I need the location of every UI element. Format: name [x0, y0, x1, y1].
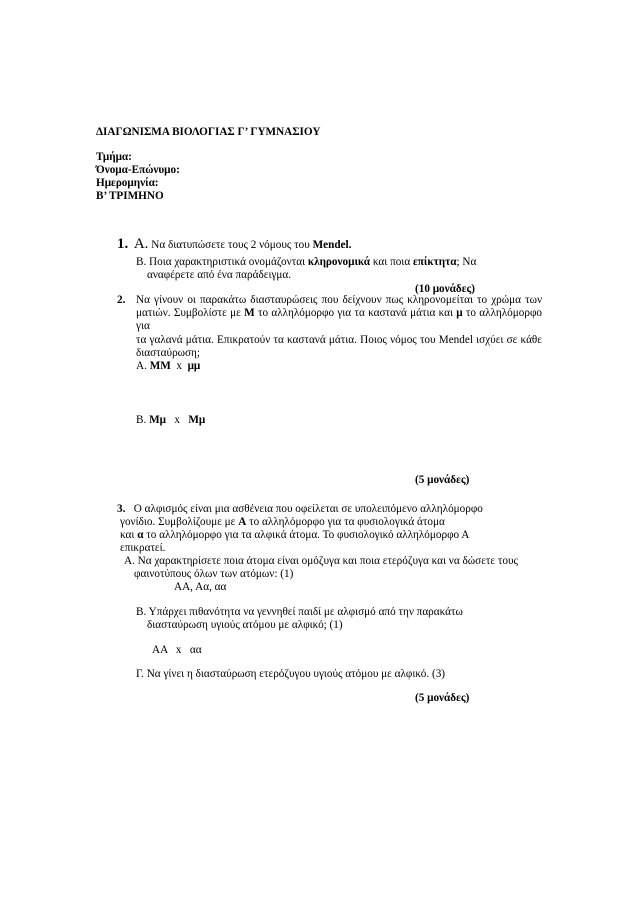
question-3-line-1-text: Ο αλφισμός είναι μια ασθένεια που οφείλεται σε υπολειπόμενο αλληλόμορφο — [133, 503, 483, 515]
question-1-number: 1. — [117, 236, 129, 252]
question-3-part-c: Γ. Να γίνει η διασταύρωση ετερόζυγου υγιούς ατόμου με αλφικό. (3) — [136, 668, 446, 680]
question-3-number: 3. — [117, 503, 126, 515]
question-3-line-2-b: το αλληλόμορφο για τα φυσιολογικά άτομα — [246, 516, 445, 528]
question-3-line-3 — [120, 529, 469, 542]
question-1-b-text-3: ; Να — [456, 256, 477, 268]
question-1-b-text-1: Β. Ποια χαρακτηριστικά ονομάζονται — [136, 256, 308, 268]
question-2-line-1: Να γίνουν οι παρακάτω διασταυρώσεις που δείχνουν πως κληρονομείται το χρώμα των — [136, 294, 542, 306]
exam-title: ΔΙΑΓΩΝΙΣΜΑ ΒΙΟΛΟΓΙΑΣ Γ’ ΓΥΜΝΑΣΙΟΥ — [96, 126, 321, 138]
question-3-part-a-line-1: Α. Να χαρακτηρίσετε ποια άτομα είναι ομόζυγα και ποια ετερόζυγα και να δώσετε τους — [124, 555, 518, 567]
question-2-marks: (5 μονάδες) — [415, 474, 470, 486]
question-2-cross-a-left: ΜΜ — [149, 360, 171, 373]
question-3-part-b-line-2: διασταύρωση υγιούς ατόμου με αλφικό; (1) — [147, 619, 343, 631]
question-2-cross-a — [136, 360, 542, 373]
question-2-cross-a-x: x — [170, 360, 188, 373]
question-3-part-b-line-1: Β. Υπάρχει πιθανότητα να γεννηθεί παιδί με αλφισμό από την παρακάτω — [136, 606, 463, 618]
question-2-cross-b-x: x — [165, 414, 189, 426]
question-2-line-4: διασταύρωση; — [136, 346, 201, 359]
question-3-symbol-a: α — [137, 529, 144, 541]
question-3-part-a-line-2: φαινοτύπους όλων των ατόμων: (1) — [134, 568, 294, 580]
question-1-a-bold: Mendel. — [312, 239, 352, 251]
question-3-line-2 — [120, 516, 445, 529]
question-2-cross-b-label: Β. — [136, 414, 150, 426]
question-1-b-bold-1: κληρονομικά — [307, 256, 371, 268]
question-1-part-a — [117, 238, 351, 252]
question-3-line-1 — [117, 503, 483, 516]
date-label: Ημερομηνία: — [96, 177, 159, 189]
question-2-cross-b-right: Μμ — [188, 414, 206, 426]
question-3-line-4: επικρατεί. — [120, 542, 166, 554]
term-label: Β’ ΤΡΙΜΗΝΟ — [96, 190, 164, 202]
name-label: Όνομα-Επώνυμο: — [96, 164, 180, 176]
question-2-number: 2. — [117, 294, 126, 306]
question-3-line-2-a: γονίδιο. Συμβολίζουμε με — [120, 516, 239, 528]
question-3-symbol-A: Α — [238, 516, 247, 528]
question-2-line-2-b: το αλληλόμορφο για τα καστανά μάτια και — [254, 307, 457, 320]
question-3-part-b-cross: ΑΑ x αα — [152, 644, 202, 656]
question-1-marks: (10 μονάδες) — [415, 283, 475, 295]
question-2-symbol-M: Μ — [244, 307, 255, 320]
question-1-b-bold-2: επίκτητα — [412, 256, 457, 268]
question-2-line-2 — [136, 307, 542, 333]
question-2-cross-b-left: Μμ — [149, 414, 166, 426]
question-3-marks: (5 μονάδες) — [415, 692, 470, 704]
question-2-text — [136, 294, 542, 373]
question-2-cross-a-right: μμ — [187, 360, 201, 373]
class-label: Τμήμα: — [96, 151, 132, 163]
question-1-b-text-2: και ποια — [370, 256, 413, 268]
question-3-line-3-b: το αλληλόμορφο για τα αλφικά άτομα. Το φυσιολογικό αλληλόμορφο Α — [143, 529, 470, 541]
question-2-line-3: τα γαλανά μάτια. Επικρατούν τα καστανά μάτια. Ποιος νόμος του Mendel ισχύει σε κάθε — [136, 333, 542, 346]
question-1-part-b — [136, 256, 476, 269]
question-2-cross-b — [136, 414, 205, 427]
question-2-line-2-c: το αλληλόμορφο για — [136, 307, 543, 333]
question-1-a-letter: Α. — [133, 236, 149, 252]
question-2-cross-a-label: Α. — [136, 360, 150, 373]
question-3-part-a-genotypes: ΑΑ, Αα, αα — [174, 581, 227, 593]
question-1-a-text: Να διατυπώσετε τους 2 νόμους του — [151, 239, 313, 251]
question-2-symbol-m: μ — [456, 307, 463, 320]
question-1-b-line-2: αναφέρετε από ένα παράδειγμα. — [147, 269, 292, 281]
question-3-line-3-a: και — [120, 529, 138, 541]
question-2-line-2-a: ματιών. Συμβολίστε με — [136, 307, 245, 320]
